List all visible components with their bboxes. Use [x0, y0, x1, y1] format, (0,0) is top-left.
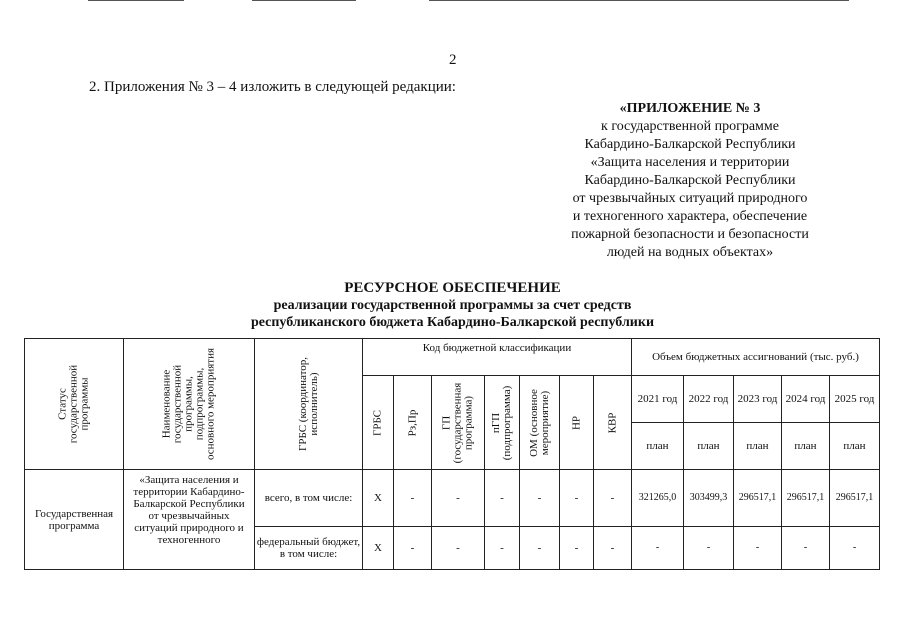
row-value: 303499,3 [684, 470, 734, 527]
header-grbs: ГРБС [363, 376, 394, 470]
row-value: - [632, 527, 684, 570]
appendix-line: к государственной программе [601, 119, 779, 134]
row-value: - [684, 527, 734, 570]
header-year: 2022 год [684, 376, 734, 423]
row-value: - [734, 527, 782, 570]
title-line: реализации государственной программы за счет средств [273, 298, 632, 313]
row-grbs-label: всего, в том числе: [255, 470, 363, 527]
appendix-line: Кабардино-Балкарской Республики [584, 137, 796, 152]
resource-table [24, 338, 880, 570]
header-plan: план [632, 423, 684, 470]
header-pgp: пГП (подпрограмма) [485, 376, 520, 470]
header-year: 2025 год [830, 376, 880, 423]
row-value: 296517,1 [830, 470, 880, 527]
row-code: - [432, 470, 485, 527]
title-line: республиканского бюджета Кабардино-Балкарской республики [250, 315, 655, 330]
page-number: 2 [449, 52, 457, 68]
header-om: ОМ (основное мероприятие) [520, 376, 560, 470]
title-line: РЕСУРСНОЕ ОБЕСПЕЧЕНИЕ [344, 280, 561, 296]
appendix-line: людей на водных объектах» [606, 245, 774, 260]
row-value: 296517,1 [782, 470, 830, 527]
row-code: - [485, 470, 520, 527]
header-volume-group: Объем бюджетных ассигнований (тыс. руб.) [632, 339, 880, 376]
document-title [0, 280, 905, 331]
appendix-line: и техногенного характера, обеспечение [572, 209, 808, 224]
header-grbs-coordinator: ГРБС (координатор, исполнитель) [255, 339, 363, 470]
appendix-line: «Защита населения и территории [590, 155, 790, 170]
row-code: - [560, 470, 594, 527]
header-code-group: Код бюджетной классификации [363, 339, 632, 376]
row-code: - [485, 527, 520, 570]
header-plan: план [684, 423, 734, 470]
header-year: 2023 год [734, 376, 782, 423]
row-code: - [594, 527, 632, 570]
header-year: 2024 год [782, 376, 830, 423]
header-status: Статус государственной программы [25, 339, 124, 470]
row-code: - [594, 470, 632, 527]
row-code: - [520, 470, 560, 527]
header-plan: план [734, 423, 782, 470]
row-code: - [394, 470, 432, 527]
row-value: 296517,1 [734, 470, 782, 527]
scan-line [429, 0, 849, 1]
scan-line [88, 0, 184, 1]
header-name: Наименование государственной программы, подпрограммы, основного мероприятия [124, 339, 255, 470]
appendix-line: от чрезвычайных ситуаций природного [572, 191, 808, 206]
row-name: «Защита населения и территории Кабардино-Балкарской Республики от чрезвычайных ситуаций природного и техногенного [124, 470, 255, 570]
header-np: НР [560, 376, 594, 470]
row-value: - [830, 527, 880, 570]
row-code: - [394, 527, 432, 570]
scan-line [252, 0, 356, 1]
row-code: - [560, 527, 594, 570]
appendix-line: пожарной безопасности и безопасности [571, 227, 809, 242]
header-year: 2021 год [632, 376, 684, 423]
appendix-line: Кабардино-Балкарской Республики [584, 173, 796, 188]
header-plan: план [830, 423, 880, 470]
row-grbs: Х [363, 527, 394, 570]
row-status: Государственная программа [25, 470, 124, 570]
header-gp: ГП (государственная программа) [432, 376, 485, 470]
header-plan: план [782, 423, 830, 470]
header-kvr: КВР [594, 376, 632, 470]
row-code: - [520, 527, 560, 570]
row-value: - [782, 527, 830, 570]
table-row [25, 470, 880, 527]
row-code: - [432, 527, 485, 570]
appendix-heading: «ПРИЛОЖЕНИЕ № 3 [619, 101, 761, 116]
intro-paragraph: 2. Приложения № 3 – 4 изложить в следующей редакции: [89, 79, 456, 95]
header-rzpr: Рз,Пр [394, 376, 432, 470]
row-value: 321265,0 [632, 470, 684, 527]
row-grbs-label: федеральный бюджет, в том числе: [255, 527, 363, 570]
row-grbs: Х [363, 470, 394, 527]
appendix-block [555, 100, 825, 262]
